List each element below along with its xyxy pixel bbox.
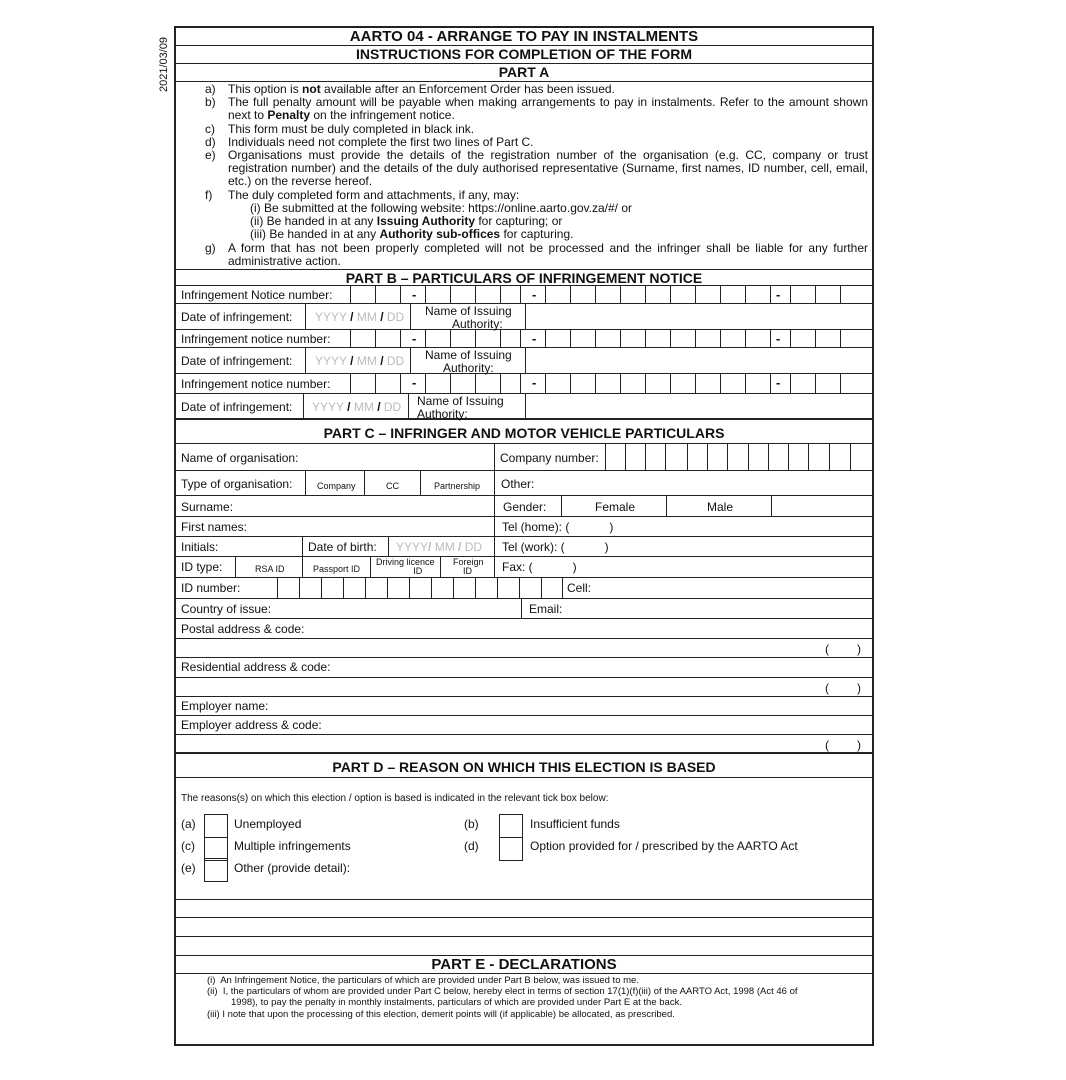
notice-digit-cell[interactable] <box>475 330 476 348</box>
company-number-cell[interactable] <box>768 444 769 471</box>
option-male[interactable]: Male <box>707 500 734 514</box>
form-version-date: 2021/03/09 <box>158 36 170 92</box>
notice-digit-cell[interactable] <box>375 286 376 304</box>
notice-digit-cell[interactable] <box>670 374 671 394</box>
id-number-cell[interactable] <box>519 578 520 599</box>
notice-number-label-1: Infringement Notice number: <box>181 288 333 302</box>
authority-label-3: Name of Issuing Authority: <box>417 394 504 421</box>
notice-digit-cell[interactable] <box>645 286 646 304</box>
postal-label: Postal address & code: <box>181 622 305 636</box>
part-c-heading: PART C – INFRINGER AND MOTOR VEHICLE PARTICULARS <box>174 422 874 444</box>
other-label: Other: <box>501 477 535 491</box>
notice-digit-cell[interactable] <box>375 330 376 348</box>
notice-separator-dash: - <box>776 331 781 346</box>
date-label-1: Date of infringement: <box>181 310 293 324</box>
notice-separator-dash: - <box>412 287 417 302</box>
reason-b-checkbox[interactable] <box>499 814 523 838</box>
reason-d-checkbox[interactable] <box>499 837 523 861</box>
initials-label: Initials: <box>181 540 219 554</box>
notice-digit-cell[interactable] <box>670 286 671 304</box>
notice-separator-dash: - <box>412 331 417 346</box>
notice-digit-cell[interactable] <box>500 330 501 348</box>
notice-digit-cell[interactable] <box>400 286 401 304</box>
notice-digit-cell[interactable] <box>745 374 746 394</box>
notice-number-label-2: Infringement notice number: <box>181 332 331 346</box>
employer-address-label: Employer address & code: <box>181 718 322 732</box>
company-number-cell[interactable] <box>727 444 728 471</box>
company-number-cell[interactable] <box>788 444 789 471</box>
notice-digit-cell[interactable] <box>375 374 376 394</box>
declaration-i: (i) An Infringement Notice, the particulars of which are provided under Part B below, was issued to me. <box>207 975 639 986</box>
notice-digit-cell[interactable] <box>670 330 671 348</box>
notice-digit-cell[interactable] <box>840 286 841 304</box>
part-b-heading: PART B – PARTICULARS OF INFRINGEMENT NOTICE <box>174 270 874 286</box>
notice-digit-cell[interactable] <box>695 330 696 348</box>
id-number-cell[interactable] <box>365 578 366 599</box>
notice-digit-cell[interactable] <box>475 374 476 394</box>
part-d-heading: PART D – REASON ON WHICH THIS ELECTION IS BASED <box>174 756 874 778</box>
notice-digit-cell[interactable] <box>450 286 451 304</box>
employer-address-row-2[interactable] <box>174 735 874 754</box>
notice-digit-cell[interactable] <box>350 374 351 394</box>
notice-digit-cell[interactable] <box>645 374 646 394</box>
date-field-3[interactable]: YYYY / MM / DD <box>312 400 402 414</box>
notice-digit-cell[interactable] <box>520 286 521 304</box>
company-number-cell[interactable] <box>829 444 830 471</box>
reason-c-text: Multiple infringements <box>234 839 351 853</box>
reason-a-text: Unemployed <box>234 817 302 831</box>
notice-digit-cell[interactable] <box>520 374 521 394</box>
part-e-heading: PART E - DECLARATIONS <box>174 956 874 974</box>
notice-digit-cell[interactable] <box>400 330 401 348</box>
date-label-3: Date of infringement: <box>181 400 293 414</box>
employer-code-field[interactable]: ( ) <box>825 738 861 752</box>
id-number-cell[interactable] <box>562 578 563 599</box>
company-number-cell[interactable] <box>687 444 688 471</box>
instruction-f-iii: (iii) Be handed in at any Authority sub-offices for capturing. <box>250 227 574 241</box>
part-d-intro: The reasons(s) on which this election / option is based is indicated in the relevant tick box below: <box>181 793 609 804</box>
notice-digit-cell[interactable] <box>815 286 816 304</box>
fax-field[interactable]: Fax: ( ) <box>502 560 577 574</box>
notice-separator-dash: - <box>532 331 537 346</box>
id-number-cell[interactable] <box>497 578 498 599</box>
org-type-label: Type of organisation: <box>181 477 293 491</box>
id-number-cell[interactable] <box>343 578 344 599</box>
declaration-ii-cont: 1998), to pay the penalty in monthly instalments, particulars of which are provided under Part E at the back. <box>231 997 682 1008</box>
gender-label: Gender: <box>503 500 547 514</box>
first-names-label: First names: <box>181 520 248 534</box>
option-foreign-id[interactable]: Foreign ID <box>453 557 484 576</box>
id-number-cell[interactable] <box>431 578 432 599</box>
other-detail-line-2[interactable] <box>174 936 874 937</box>
declaration-ii: (ii) I, the particulars of whom are provided under Part C below, hereby elect in terms of section 17(1)(f)(iii) of the AARTO Act, 1998 (Act 46 of <box>207 986 798 997</box>
reason-c-label: (c) <box>181 839 195 853</box>
notice-digit-cell[interactable] <box>770 374 771 394</box>
form-subtitle: INSTRUCTIONS FOR COMPLETION OF THE FORM <box>174 46 874 64</box>
company-number-cell[interactable] <box>645 444 646 471</box>
notice-digit-cell[interactable] <box>620 330 621 348</box>
option-partnership[interactable]: Partnership <box>434 481 481 491</box>
notice-digit-cell[interactable] <box>815 330 816 348</box>
residential-label: Residential address & code: <box>181 660 331 674</box>
residential-row-2[interactable] <box>174 678 874 697</box>
id-number-cell[interactable] <box>321 578 322 599</box>
reason-d-label: (d) <box>464 839 479 853</box>
id-number-label: ID number: <box>181 581 241 595</box>
notice-digit-cell[interactable] <box>595 286 596 304</box>
company-number-cell[interactable] <box>707 444 708 471</box>
notice-separator-dash: - <box>532 375 537 390</box>
notice-digit-cell[interactable] <box>500 286 501 304</box>
option-passport-id[interactable]: Passport ID <box>313 564 361 574</box>
company-number-cell[interactable] <box>808 444 809 471</box>
instruction-f-i: (i) Be submitted at the following website: https://online.aarto.gov.za/#/ or <box>250 201 633 215</box>
reason-d-text: Option provided for / prescribed by the AARTO Act <box>530 839 798 853</box>
notice-digit-cell[interactable] <box>595 330 596 348</box>
residential-code-field[interactable]: ( ) <box>825 681 861 695</box>
company-number-cell[interactable] <box>665 444 666 471</box>
id-number-cell[interactable] <box>299 578 300 599</box>
id-number-cell[interactable] <box>387 578 388 599</box>
notice-digit-cell[interactable] <box>840 330 841 348</box>
option-female[interactable]: Female <box>595 500 636 514</box>
notice-digit-cell[interactable] <box>425 330 426 348</box>
notice-digit-cell[interactable] <box>790 330 791 348</box>
notice-digit-cell[interactable] <box>695 286 696 304</box>
notice-digit-cell[interactable] <box>545 286 546 304</box>
postal-row-2[interactable] <box>174 639 874 658</box>
option-rsa-id[interactable]: RSA ID <box>255 564 285 574</box>
part-a-heading: PART A <box>174 64 874 82</box>
notice-digit-cell[interactable] <box>620 286 621 304</box>
tel-work-field[interactable]: Tel (work): ( ) <box>502 540 609 554</box>
notice-digit-cell[interactable] <box>745 330 746 348</box>
notice-digit-cell[interactable] <box>570 286 571 304</box>
notice-digit-cell[interactable] <box>770 286 771 304</box>
notice-digit-cell[interactable] <box>745 286 746 304</box>
reason-e-checkbox[interactable] <box>204 858 228 882</box>
notice-digit-cell[interactable] <box>720 374 721 394</box>
reason-a-label: (a) <box>181 817 196 831</box>
employer-name-row <box>174 697 874 716</box>
notice-digit-cell[interactable] <box>475 286 476 304</box>
notice-digit-cell[interactable] <box>425 374 426 394</box>
notice-digit-cell[interactable] <box>790 374 791 394</box>
employer-name-label: Employer name: <box>181 699 269 713</box>
notice-digit-cell[interactable] <box>790 286 791 304</box>
notice-digit-cell[interactable] <box>425 286 426 304</box>
declaration-iii: (iii) I note that upon the processing of this election, demerit points will (if applicable) be allocated, as prescribed. <box>207 1009 675 1020</box>
id-number-cell[interactable] <box>541 578 542 599</box>
reason-b-label: (b) <box>464 817 479 831</box>
date-label-2: Date of infringement: <box>181 354 293 368</box>
dob-label: Date of birth: <box>308 540 377 554</box>
notice-digit-cell[interactable] <box>570 374 571 394</box>
reason-b-text: Insufficient funds <box>530 817 620 831</box>
authority-label-1: Name of Issuing Authority: <box>425 304 512 331</box>
notice-digit-cell[interactable] <box>545 374 546 394</box>
reason-e-text: Other (provide detail): <box>234 861 351 875</box>
notice-digit-cell[interactable] <box>720 330 721 348</box>
date-field-1[interactable]: YYYY / MM / DD <box>315 310 405 324</box>
company-number-cell[interactable] <box>748 444 749 471</box>
notice-digit-cell[interactable] <box>350 330 351 348</box>
email-label: Email: <box>529 602 563 616</box>
notice-digit-cell[interactable] <box>350 286 351 304</box>
company-number-cell[interactable] <box>625 444 626 471</box>
notice-separator-dash: - <box>776 375 781 390</box>
company-number-cell[interactable] <box>850 444 851 471</box>
id-number-cell[interactable] <box>475 578 476 599</box>
other-detail-line-1[interactable] <box>174 917 874 918</box>
id-number-cell[interactable] <box>409 578 410 599</box>
surname-label: Surname: <box>181 500 234 514</box>
country-label: Country of issue: <box>181 602 272 616</box>
notice-digit-cell[interactable] <box>450 330 451 348</box>
option-cc[interactable]: CC <box>386 481 399 491</box>
notice-digit-cell[interactable] <box>840 374 841 394</box>
cell-label: Cell: <box>567 581 592 595</box>
notice-digit-cell[interactable] <box>770 330 771 348</box>
notice-separator-dash: - <box>776 287 781 302</box>
form-title: AARTO 04 - ARRANGE TO PAY IN INSTALMENTS <box>174 28 874 46</box>
company-number-label: Company number: <box>500 451 599 465</box>
notice-digit-cell[interactable] <box>720 286 721 304</box>
id-number-cell[interactable] <box>453 578 454 599</box>
notice-digit-cell[interactable] <box>450 374 451 394</box>
org-name-label: Name of organisation: <box>181 451 299 465</box>
notice-digit-cell[interactable] <box>815 374 816 394</box>
notice-digit-cell[interactable] <box>500 374 501 394</box>
id-number-cell[interactable] <box>277 578 278 599</box>
notice-number-label-3: Infringement notice number: <box>181 377 331 391</box>
option-company[interactable]: Company <box>317 481 356 491</box>
notice-digit-cell[interactable] <box>400 374 401 394</box>
company-number-cell[interactable] <box>605 444 606 471</box>
notice-separator-dash: - <box>412 375 417 390</box>
notice-digit-cell[interactable] <box>545 330 546 348</box>
tel-home-field[interactable]: Tel (home): ( ) <box>502 520 614 534</box>
notice-digit-cell[interactable] <box>520 330 521 348</box>
option-driving-licence-id[interactable]: Driving licence ID <box>376 557 435 576</box>
id-number-row <box>174 578 874 599</box>
notice-digit-cell[interactable] <box>620 374 621 394</box>
country-row <box>174 599 874 619</box>
notice-digit-cell[interactable] <box>570 330 571 348</box>
id-type-label: ID type: <box>181 560 223 574</box>
notice-digit-cell[interactable] <box>695 374 696 394</box>
reason-e-label: (e) <box>181 861 196 875</box>
date-field-2[interactable]: YYYY / MM / DD <box>315 354 405 368</box>
dob-field[interactable]: YYYY/ MM / DD <box>396 540 483 554</box>
authority-label-2: Name of Issuing Authority: <box>425 348 512 375</box>
notice-digit-cell[interactable] <box>595 374 596 394</box>
notice-digit-cell[interactable] <box>645 330 646 348</box>
notice-separator-dash: - <box>532 287 537 302</box>
postal-code-field[interactable]: ( ) <box>825 642 861 656</box>
instruction-f-ii: (ii) Be handed in at any Issuing Authority for capturing; or <box>250 214 563 228</box>
reason-a-checkbox[interactable] <box>204 814 228 838</box>
